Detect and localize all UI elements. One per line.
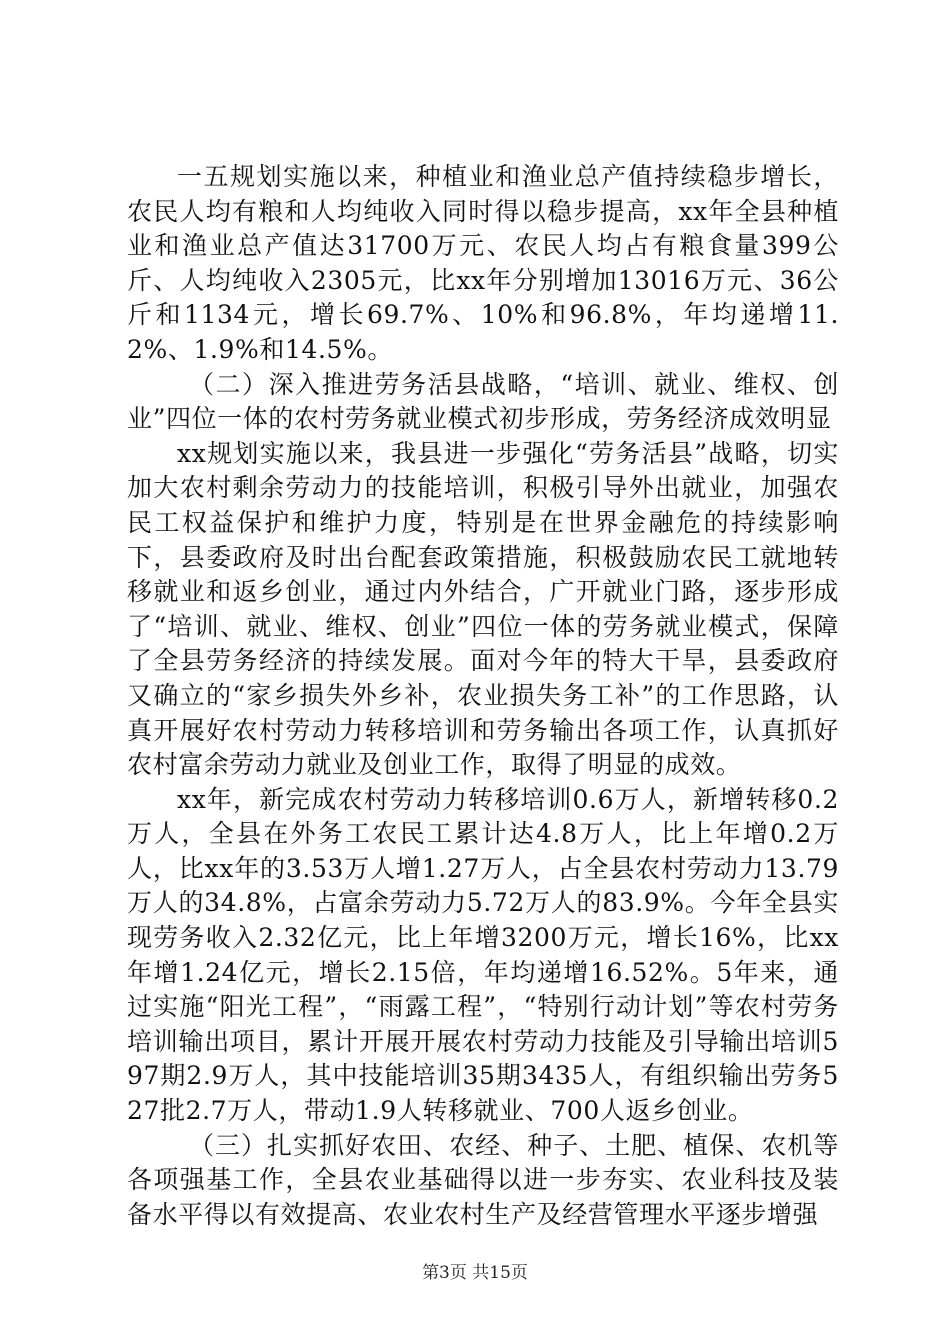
section-heading-labor-strategy: （二）深入推进劳务活县战略，“培训、就业、维权、创业”四位一体的农村劳务就业模式初步形成，劳务经济成效明显	[127, 369, 839, 434]
document-body	[127, 160, 839, 1232]
paragraph-labor-statistics: xx年，新完成农村劳动力转移培训0.6万人，新增转移0.2万人，全县在外务工农民工累计达4.8万人，比上年增0.2万人，比xx年的3.53万人增1.27万人，占全县农村劳动力13.79万人的34.8%，占富余劳动力5.72万人的83.9%。今年全县实现劳务收入2.32亿元，比上年增3200万元，增长16%，比xx年增1.24亿元，增长2.15倍，年均递增16.52%。5年来，通过实施“阳光工程”，“雨露工程”，“特别行动计划”等农村劳务培训输出项目，累计开展开展农村劳动力技能及引导输出培训597期2.9万人，其中技能培训35期3435人，有组织输出劳务527批2.7万人，带动1.9人转移就业、700人返乡创业。	[127, 784, 839, 1126]
page-number-footer: 第3页 共15页	[422, 1263, 528, 1283]
paragraph-labor-strategy: xx规划实施以来，我县进一步强化“劳务活县”战略，切实加大农村剩余劳动力的技能培训，积极引导外出就业，加强农民工权益保护和维护力度，特别是在世界金融危的持续影响下，县委政府及时出台配套政策措施，积极鼓励农民工就地转移就业和返乡创业，通过内外结合，广开就业门路，逐步形成了“培训、就业、维权、创业”四位一体的劳务就业模式，保障了全县劳务经济的持续发展。面对今年的特大干旱，县委政府又确立的“家乡损失外乡补，农业损失务工补”的工作思路，认真开展好农村劳动力转移培训和劳务输出各项工作，认真抓好农村富余劳动力就业及创业工作，取得了明显的成效。	[127, 438, 839, 780]
section-heading-foundation-work: （三）扎实抓好农田、农经、种子、土肥、植保、农机等各项强基工作，全县农业基础得以进一步夯实、农业科技及装备水平得以有效提高、农业农村生产及经营管理水平逐步增强	[127, 1130, 839, 1229]
paragraph-crop-output: 一五规划实施以来，种植业和渔业总产值持续稳步增长，农民人均有粮和人均纯收入同时得以稳步提高，xx年全县种植业和渔业总产值达31700万元、农民人均占有粮食量399公斤、人均纯收入2305元，比xx年分别增加13016万元、36公斤和1134元，增长69.7%、10%和96.8%，年均递增11.2%、1.9%和14.5%。	[127, 162, 839, 364]
